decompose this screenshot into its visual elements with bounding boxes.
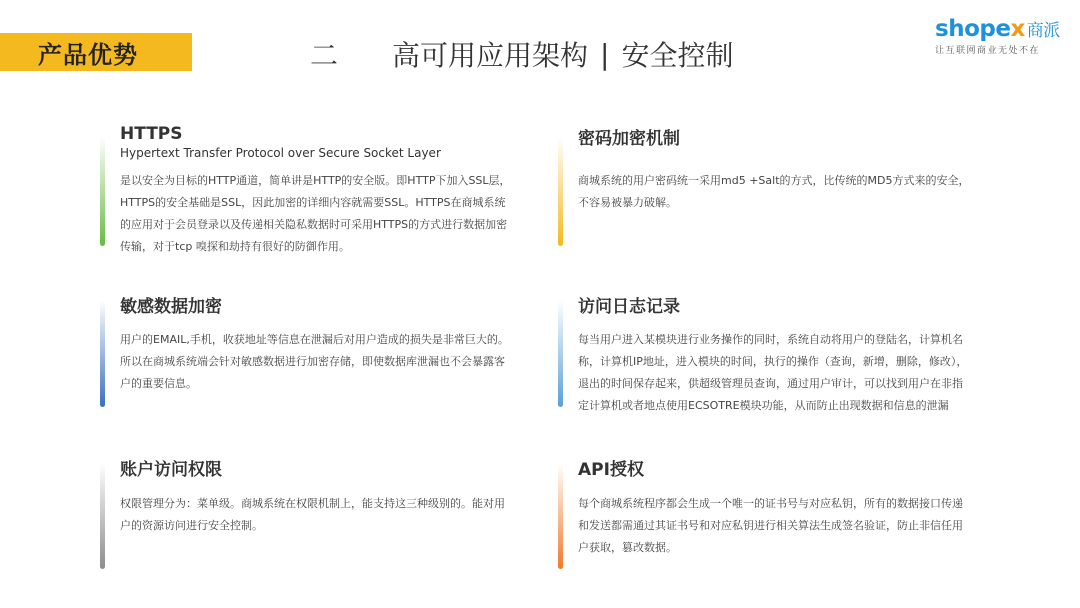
accent-bar xyxy=(100,463,105,569)
feature-account-permissions xyxy=(100,455,520,575)
title-separator: | xyxy=(600,37,610,71)
feature-sensitive-data xyxy=(100,292,520,412)
feature-text: 每当用户进入某模块进行业务操作的同时，系统自动将用户的登陆名，计算机名称，计算机IP地址，进入模块的时间，执行的操作（查询，新增，删除，修改），退出的时间保存起来，供超级管理员查询，通过用户审计，可以找到用户在非指定计算机或者地点使用ECSOTRE模块功能，从而防止出现数据和信息的泄漏 xyxy=(578,333,968,412)
feature-title: 敏感数据加密 xyxy=(120,297,222,317)
feature-https xyxy=(100,124,520,253)
feature-text: 用户的EMAIL,手机，收获地址等信息在泄漏后对用户造成的损失是非常巨大的。所以在商城系统端会针对敏感数据进行加密存储，即使数据库泄漏也不会暴露客户的重要信息。 xyxy=(120,333,509,390)
section-tag-label: 产品优势 xyxy=(38,40,138,69)
logo-brand-pre: shope xyxy=(935,16,1011,42)
feature-password-encryption xyxy=(558,124,978,249)
accent-bar xyxy=(100,136,105,246)
title-sub: 安全控制 xyxy=(621,39,734,72)
accent-bar xyxy=(558,463,563,569)
section-tag xyxy=(0,33,192,71)
feature-text: 商城系统的用户密码统一采用md5 +Salt的方式，比传统的MD5方式来的安全，不容易被暴力破解。 xyxy=(578,174,970,209)
feature-text: 是以安全为目标的HTTP通道，简单讲是HTTP的安全版。即HTTP下加入SSL层，HTTPS的安全基础是SSL，因此加密的详细内容就需要SSL。HTTPS在商城系统的应用对于会员登录以及传递相关隐私数据时可采用HTTPS的方式进行数据加密传输，对于tcp 嗅探和劫持有很好的防御作用。 xyxy=(120,174,511,253)
title-main: 高可用应用架构 xyxy=(392,39,589,72)
feature-title: 账户访问权限 xyxy=(120,460,222,480)
page-title xyxy=(310,34,733,74)
logo-slogan: 让互联网商业无处不在 xyxy=(935,46,1041,56)
feature-title: 密码加密机制 xyxy=(578,129,680,149)
logo-brand-x: x xyxy=(1010,16,1025,42)
feature-title: HTTPS xyxy=(120,124,183,144)
section-number: 二 xyxy=(310,39,339,72)
feature-title: API授权 xyxy=(578,460,644,480)
feature-api-authorization xyxy=(558,455,978,575)
accent-bar xyxy=(558,136,563,246)
feature-text: 权限管理分为：菜单级。商城系统在权限机制上，能支持这三种级别的。能对用户的资源访问进行安全控制。 xyxy=(120,497,505,532)
feature-title: 访问日志记录 xyxy=(578,297,680,317)
feature-subtitle: Hypertext Transfer Protocol over Secure Socket Layer xyxy=(120,146,441,160)
accent-bar xyxy=(100,300,105,407)
feature-access-log xyxy=(558,292,978,432)
feature-text: 每个商城系统程序都会生成一个唯一的证书号与对应私钥，所有的数据接口传递和发送都需通过其证书号和对应私钥进行相关算法生成签名验证，防止非信任用户获取，篡改数据。 xyxy=(578,497,963,554)
accent-bar xyxy=(558,300,563,407)
logo-brand xyxy=(935,16,1060,42)
logo-brand-cn: 商派 xyxy=(1026,21,1060,41)
shopex-logo xyxy=(935,16,1060,56)
